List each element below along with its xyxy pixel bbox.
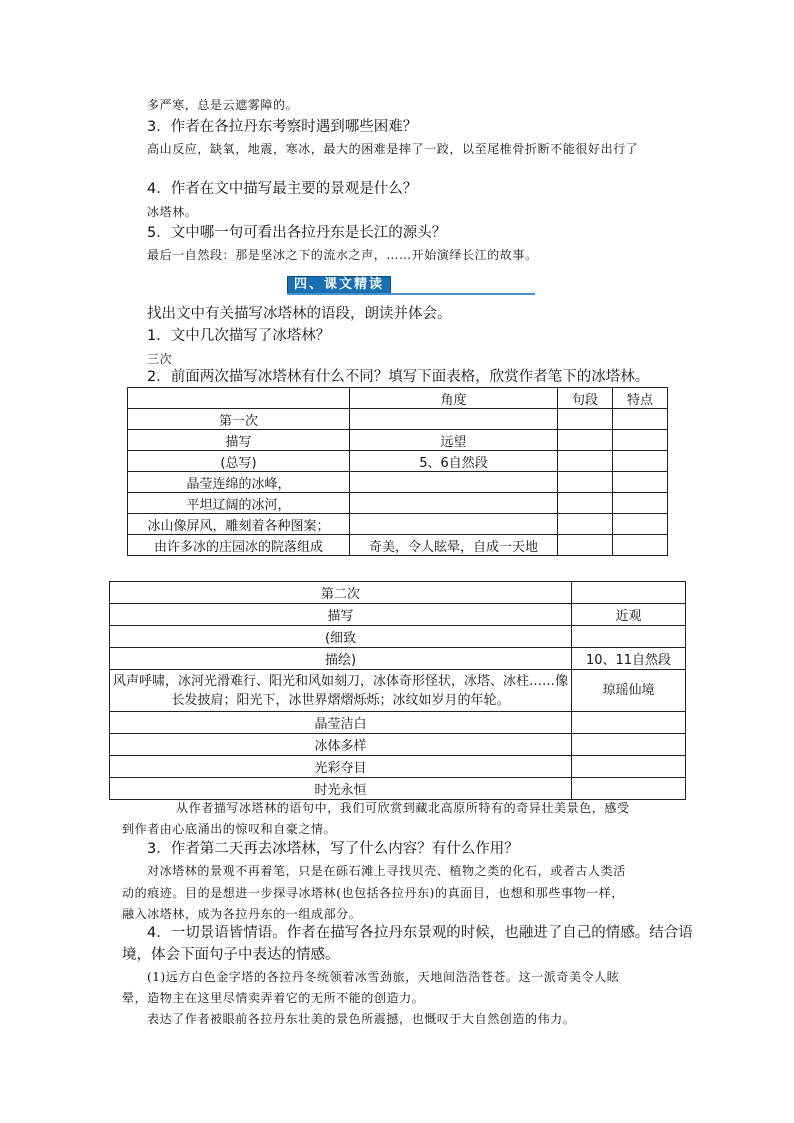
- answer-1: 三次: [147, 352, 173, 366]
- table-row: [110, 582, 686, 604]
- table-cell: [572, 756, 686, 778]
- table-cell: [572, 626, 686, 648]
- table-cell: 冰体多样: [110, 734, 572, 756]
- table-row: [128, 493, 668, 514]
- table-row: [110, 604, 686, 626]
- table-cell: 冰山像屏风，雕刻着各种图案；: [128, 514, 350, 535]
- table-cell: [128, 388, 350, 409]
- table-cell: [558, 472, 613, 493]
- table-cell: (总写): [128, 451, 350, 472]
- section-heading-label: 四、课文精读: [287, 276, 391, 294]
- table-row: [110, 670, 686, 712]
- table-row: [128, 430, 668, 451]
- summary-line: 到作者由心底涌出的惊叹和自豪之情。: [122, 822, 337, 836]
- table-row: [128, 514, 668, 535]
- table-cell: [572, 582, 686, 604]
- question-4b: 4．一切景语皆情语。作者在描写各拉丹东景观的时候，也融进了自己的情感。结合语: [147, 925, 693, 941]
- table-cell: [558, 409, 613, 430]
- table-header-passage: 句段: [558, 388, 613, 409]
- table-row: [110, 626, 686, 648]
- table-row: [128, 451, 668, 472]
- table-cell: 琼瑶仙境: [572, 670, 686, 712]
- table-cell: 晶莹连绵的冰峰，: [128, 472, 350, 493]
- answer-line: 多严寒，总是云遮雾障的。: [147, 98, 299, 112]
- table-row: [128, 388, 668, 409]
- table-cell: 晶莹洁白: [110, 712, 572, 734]
- question-5: 5．文中哪一句可看出各拉丹东是长江的源头？: [147, 225, 447, 241]
- answer-3b: 融入冰塔林，成为各拉丹东的一组成部分。: [122, 907, 362, 921]
- table-cell: [613, 409, 668, 430]
- answer-3: 高山反应，缺氧，地震，寒冰，最大的困难是摔了一跤，以至尾椎骨折断不能很好出行了: [147, 142, 639, 156]
- table-cell: [350, 493, 558, 514]
- table-cell: 远望: [350, 430, 558, 451]
- table-cell: 10、11自然段: [572, 648, 686, 670]
- table-cell: [572, 712, 686, 734]
- table-cell: [558, 535, 613, 556]
- table-cell: [613, 451, 668, 472]
- answer-4: 冰塔林。: [147, 205, 198, 219]
- quote-line: (1)远方白色金字塔的各拉丹冬统领着冰雪劲旅，天地间浩浩苍苍。这一派奇美令人眩: [147, 970, 620, 984]
- question-3: 3．作者在各拉丹东考察时遇到哪些困难？: [147, 119, 418, 135]
- table-cell: 奇美，令人眩晕，自成一天地: [350, 535, 558, 556]
- table-cell: [572, 778, 686, 800]
- table-row: [110, 778, 686, 800]
- table-cell: [572, 734, 686, 756]
- table-row: [128, 472, 668, 493]
- section-heading: [287, 276, 535, 295]
- table-cell: [558, 451, 613, 472]
- table-cell: 风声呼啸，冰河光滑难行、阳光和风如刻刀，冰体奇形怪状，冰塔、冰柱……像长发披肩；阳光下，冰世界熠熠烁烁；冰纹如岁月的年轮。: [110, 670, 572, 712]
- table-cell: [613, 514, 668, 535]
- table-cell: [558, 514, 613, 535]
- table-header-feature: 特点: [613, 388, 668, 409]
- table-row: [110, 734, 686, 756]
- table-cell: 时光永恒: [110, 778, 572, 800]
- table-cell: 近观: [572, 604, 686, 626]
- table-cell: 第二次: [110, 582, 572, 604]
- instruction-line: 找出文中有关描写冰塔林的语段，朗读并体会。: [147, 306, 452, 322]
- table-row: [110, 756, 686, 778]
- answer-3b: 对冰塔林的景观不再着笔，只是在砾石滩上寻找贝壳、植物之类的化石，或者古人类活: [147, 864, 626, 878]
- question-3b: 3．作者第二天再去冰塔林，写了什么内容？有什么作用？: [147, 841, 519, 857]
- table-row: [110, 712, 686, 734]
- comparison-table-2: [109, 581, 686, 800]
- table-cell: [350, 409, 558, 430]
- table-cell: 5、6自然段: [350, 451, 558, 472]
- table-cell: [558, 430, 613, 451]
- answer-3b: 动的痕迹。目的是想进一步探寻冰塔林(也包括各拉丹东)的真面目，也想和那些事物一样，: [122, 886, 624, 900]
- table-cell: [558, 493, 613, 514]
- table-cell: 第一次: [128, 409, 350, 430]
- table-cell: [613, 472, 668, 493]
- table-cell: [613, 493, 668, 514]
- table-cell: 描写: [110, 604, 572, 626]
- question-4: 4．作者在文中描写最主要的景观是什么？: [147, 181, 418, 197]
- table-cell: 描绘): [110, 648, 572, 670]
- table-cell: 描写: [128, 430, 350, 451]
- quote-line: 晕，造物主在这里尽情卖弄着它的无所不能的创造力。: [122, 991, 425, 1005]
- table-row: [110, 648, 686, 670]
- answer-4b: 表达了作者被眼前各拉丹东壮美的景色所震撼，也慨叹于大自然创造的伟力。: [147, 1012, 576, 1026]
- table-row: [128, 409, 668, 430]
- table-cell: 平坦辽阔的冰河，: [128, 493, 350, 514]
- table-cell: (细致: [110, 626, 572, 648]
- table-cell: [350, 472, 558, 493]
- table-cell: [613, 535, 668, 556]
- question-4b: 境，体会下面句子中表达的情感。: [122, 947, 340, 963]
- table-cell: 光彩夺目: [110, 756, 572, 778]
- table-row: [128, 535, 668, 556]
- table-cell: [350, 514, 558, 535]
- question-2: 2．前面两次描写冰塔林有什么不同？填写下面表格，欣赏作者笔下的冰塔林。: [147, 369, 650, 385]
- question-1: 1．文中几次描写了冰塔林？: [147, 328, 331, 344]
- table-header-angle: 角度: [350, 388, 558, 409]
- section-heading-rule: [287, 293, 535, 295]
- comparison-table-1: [127, 387, 668, 556]
- summary-line: 从作者描写冰塔林的语句中，我们可欣赏到藏北高原所特有的奇异壮美景色，感受: [176, 801, 630, 815]
- table-cell: 由许多冰的庄园冰的院落组成: [128, 535, 350, 556]
- answer-5: 最后一自然段：那是坚冰之下的流水之声，……开始演绎长江的故事。: [147, 248, 538, 262]
- table-cell: [613, 430, 668, 451]
